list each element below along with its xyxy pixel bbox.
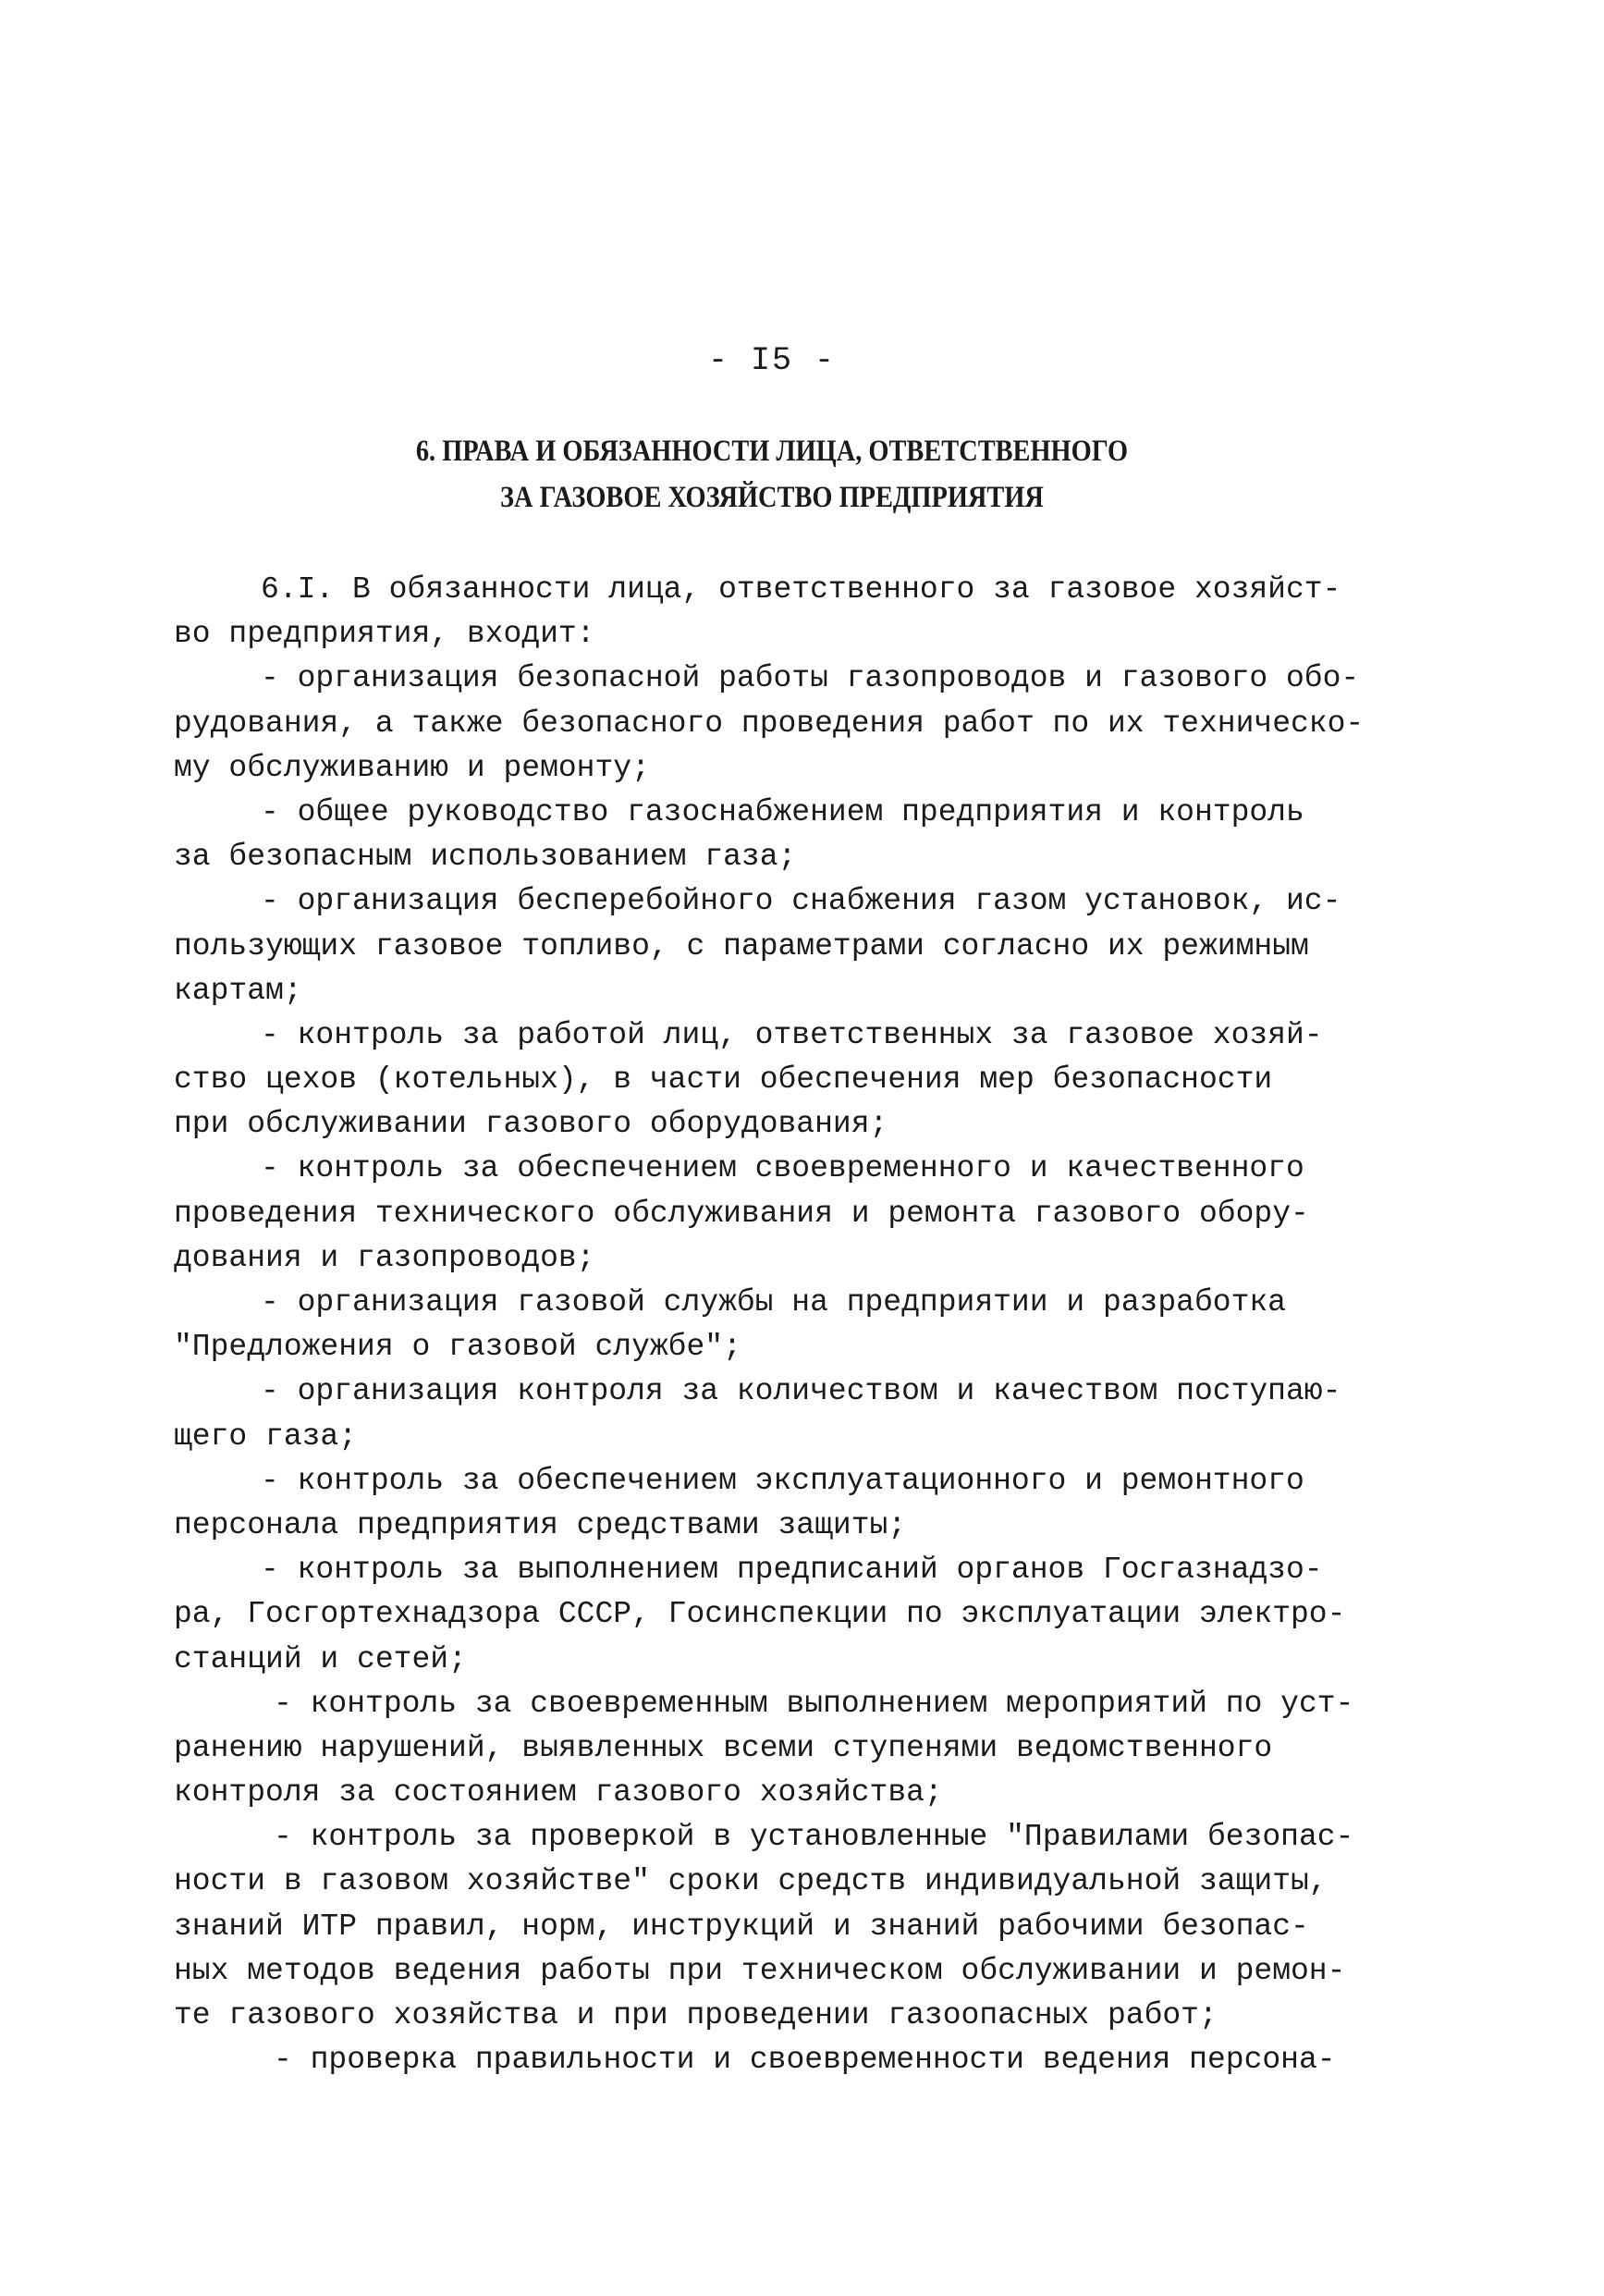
paragraph-line: 6.I. В обязанности лица, ответственного за газовое хозяйст- (261, 572, 1341, 607)
list-item-line: персонала предприятия средствами защиты; (174, 1507, 907, 1542)
list-item-line: му обслуживанию и ремонту; (174, 750, 650, 785)
list-item-line: - контроль за обеспечением своевременного и качественного (261, 1151, 1304, 1186)
list-item-line: при обслуживании газового оборудования; (174, 1107, 888, 1142)
list-item-line: - организация бесперебойного снабжения газом установок, ис- (261, 884, 1341, 919)
section-heading-line-1: 6. ПРАВА И ОБЯЗАННОСТИ ЛИЦА, ОТВЕТСТВЕННОГО (415, 435, 1129, 468)
list-item-line: - проверка правильности и своевременности ведения персона- (274, 2043, 1336, 2078)
list-item-line: проведения технического обслуживания и ремонта газового обору- (174, 1196, 1309, 1231)
list-item-line: контроля за состоянием газового хозяйства; (174, 1775, 943, 1811)
section-heading-line-2: ЗА ГАЗОВОЕ ХОЗЯЙСТВО ПРЕДПРИЯТИЯ (500, 481, 1044, 514)
body-text (174, 568, 1376, 2082)
list-item-line: - организация газовой службы на предприятии и разработка (261, 1285, 1286, 1320)
list-item-line: щего газа; (174, 1418, 358, 1454)
list-item-line: - контроль за выполнением предписаний органов Госгазнадзо- (261, 1553, 1323, 1588)
page-number: - I5 - (707, 342, 837, 379)
list-item-line: - контроль за работой лиц, ответственных за газовое хозяй- (261, 1017, 1323, 1052)
list-item-line: - контроль за обеспечением эксплуатационного и ремонтного (261, 1463, 1304, 1498)
list-item-line: ра, Госгортехнадзора СССР, Госинспекции по эксплуатации электро- (174, 1597, 1346, 1632)
list-item-line: ранению нарушений, выявленных всеми ступенями ведомственного (174, 1730, 1273, 1765)
list-item-line: ство цехов (котельных), в части обеспечения мер безопасности (174, 1062, 1273, 1098)
list-item-line: - контроль за своевременным выполнением мероприятий по уст- (274, 1686, 1354, 1721)
list-item-line: знаний ИТР правил, норм, инструкций и знаний рабочими безопас- (174, 1909, 1309, 1944)
list-item-line: картам; (174, 973, 302, 1008)
list-item-line: дования и газопроводов; (174, 1240, 595, 1275)
list-item-line: пользующих газовое топливо, с параметрами согласно их режимным (174, 928, 1309, 964)
list-item-line: - контроль за проверкой в установленные "Правилами безопас- (274, 1820, 1354, 1855)
list-item-line: ных методов ведения работы при техническом обслуживании и ремон- (174, 1953, 1346, 1988)
list-item-line: ности в газовом хозяйстве" сроки средств индивидуальной защиты, (174, 1864, 1328, 1899)
list-item-line: - организация безопасной работы газопроводов и газового обо- (261, 661, 1360, 696)
list-item-line: "Предложения о газовой службе"; (174, 1330, 741, 1365)
list-item-line: рудования, а также безопасного проведения работ по их техническо- (174, 706, 1365, 741)
section-heading (108, 428, 1436, 521)
list-item-line: те газового хозяйства и при проведении газоопасных работ; (174, 1998, 1218, 2032)
paragraph-line: во предприятия, входит: (174, 617, 595, 652)
list-item-line: - общее руководство газоснабжением предприятия и контроль (261, 794, 1304, 829)
list-item-line: - организация контроля за количеством и качеством поступаю- (261, 1374, 1341, 1409)
list-item-line: за безопасным использованием газа; (174, 840, 797, 875)
list-item-line: станций и сетей; (174, 1641, 467, 1676)
